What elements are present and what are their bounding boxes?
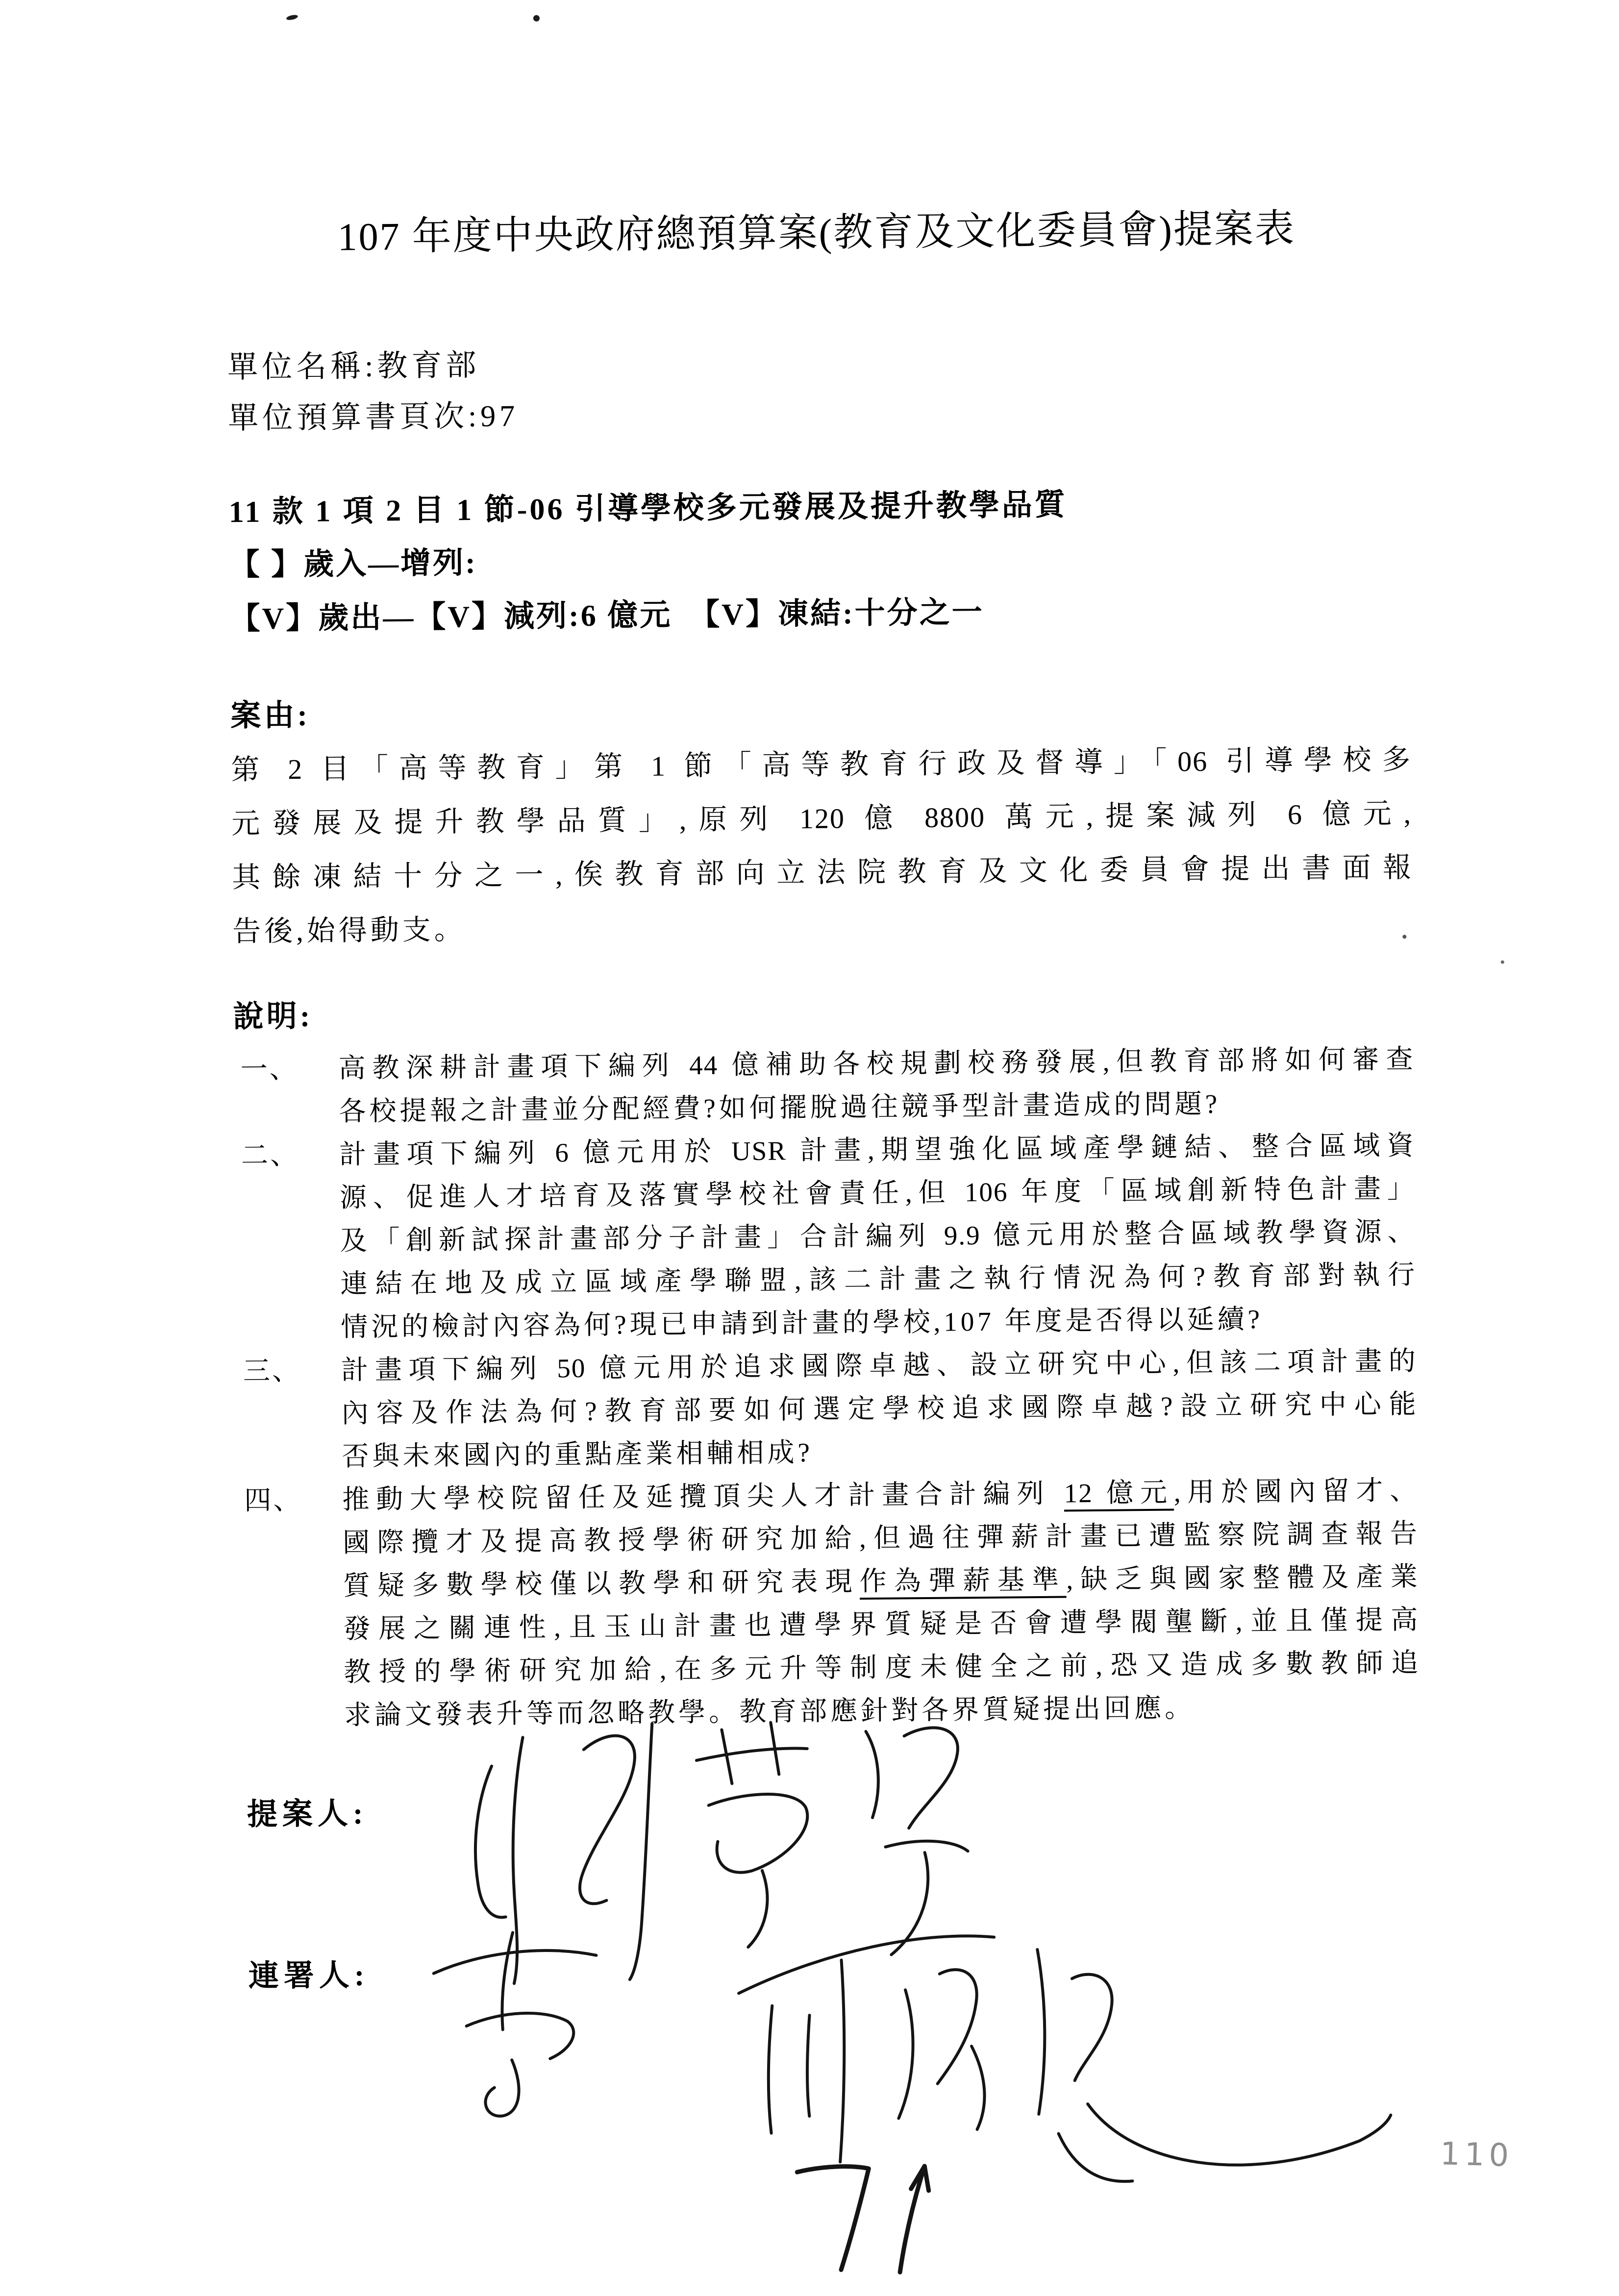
text-run: 否與未來國內的重點產業相輔相成? [342,1437,814,1472]
explanation-item [234,1124,1417,1350]
unit-name-line: 單位名稱:教育部 [227,348,480,385]
explanation-item [236,1339,1418,1479]
text-run: 第 2 目「高等教育」第 1 節「高等教育行政及督導」「06 引導學校多 [230,743,1412,786]
item-number: 二、 [241,1140,299,1171]
text-run: 計畫項下編列 50 億元用於追求國際卓越、設立研究中心,但該二項計畫的 [341,1346,1417,1385]
checkline-revenue: 【 】歲入—增列: [229,546,478,582]
item-text [342,1469,1420,1737]
text-run: 及「創新試探計畫部分子計畫」合計編列 9.9 億元用於整合區域教學資源、 [340,1216,1416,1256]
explanation-item [233,1037,1414,1134]
explanation-list [233,1037,1420,1738]
text-line [232,894,1413,959]
item-text [338,1037,1414,1133]
handwritten-mark [797,2166,929,2273]
text-run: 國際攬才及提高教授學術研究加給,但過往彈薪計畫已遭監察院調查報告 [342,1518,1419,1558]
underlined-text-run: 12 億元 [1064,1477,1174,1508]
handwritten-page-number: 110 [1440,2136,1514,2174]
scan-speck [1501,961,1504,964]
proposer-label: 提案人: [247,1797,368,1832]
text-run: 內容及作法為何?教育部要如何選定學校追求國際卓越?設立研究中心能 [341,1389,1417,1429]
cosigner-label: 連署人: [248,1958,370,1994]
item-number: 一、 [240,1054,299,1085]
cosigner-signature-2 [738,1932,1391,2185]
text-line [231,787,1412,851]
text-run: 計畫項下編列 6 億元用於 USR 計畫,期望強化區域產學鏈結、整合區域資 [339,1130,1415,1170]
case-section-label: 案由: [230,698,311,733]
item-number: 三、 [243,1356,301,1386]
unit-budget-page-line: 單位預算書頁次:97 [227,399,519,436]
text-run: 告後,始得動支。 [232,913,466,948]
item-number: 四、 [244,1485,302,1516]
item-text [341,1339,1418,1478]
scan-speck [533,15,540,22]
page-title: 107 年度中央政府總預算案(教育及文化委員會)提案表 [337,207,1296,259]
text-run: ,用於國內留才、 [1173,1475,1418,1507]
case-text [231,733,1413,959]
cosigner-signature-1 [433,1932,598,2117]
text-run: 元發展及提升教學品質」,原列 120 億 8800 萬元,提案減列 6 億元, [231,797,1412,840]
text-run: 連結在地及成立區域產學聯盟,該二計畫之執行情況為何?教育部對執行 [340,1259,1416,1299]
text-line [231,733,1412,797]
text-run: ,缺乏與國家整體及產業 [1066,1561,1419,1595]
scan-speck [1402,935,1406,938]
explanation-item [237,1469,1420,1738]
underlined-text-run: 作為彈薪基準 [859,1564,1067,1597]
document-body [226,205,1420,1738]
text-run: 各校提報之計畫並分配經費?如何擺脫過往競爭型計畫造成的問題? [339,1088,1221,1127]
text-run: 其餘凍結十分之一,俟教育部向立法院教育及文化委員會提出書面報 [231,851,1413,894]
text-run: 推動大學校院留任及延攬頂尖人才計畫合計編列 [342,1478,1064,1515]
text-run: 高教深耕計畫項下編列 44 億補助各校規劃校務發展,但教育部將如何審查 [338,1044,1414,1084]
text-run: 教授的學術研究加給,在多元升等制度未健全之前,恐又造成多數教師追 [344,1648,1420,1687]
text-line [232,840,1413,905]
text-run: 質疑多數學校僅以教學和研究表現 [343,1566,860,1601]
text-run: 求論文發表升等而忽略教學。教育部應針對各界質疑提出回應。 [344,1693,1196,1730]
explanation-section-label: 說明: [233,999,313,1034]
checkline-expense: 【V】歲出—【V】減列:6 億元 【V】凍結:十分之一 [229,595,984,636]
cosigner-signatures [384,1887,1397,2288]
text-run: 源、促進人才培育及落實學校社會責任,但 106 年度「區域創新特色計畫」 [339,1173,1416,1213]
budget-item-heading: 11 款 1 項 2 目 1 節-06 引導學校多元發展及提升教學品質 [228,488,1068,529]
text-run: 發展之關連性,且玉山計畫也遭學界質疑是否會遭學閥壟斷,並且僅提高 [343,1605,1419,1644]
text-run: 情況的檢討內容為何?現已申請到計畫的學校,107 年度是否得以延續? [340,1304,1264,1342]
item-text [339,1124,1417,1349]
scan-speck [286,14,298,21]
